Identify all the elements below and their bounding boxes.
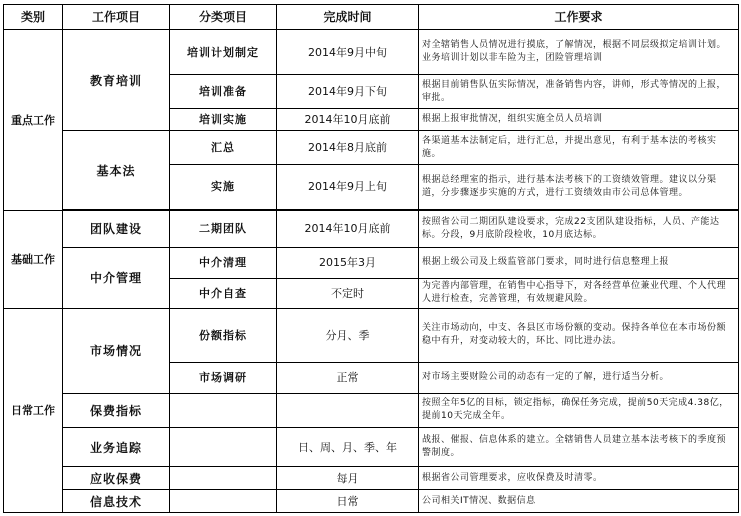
item-receivable: 应收保费 bbox=[63, 467, 170, 490]
header-sub-item: 分类项目 bbox=[170, 5, 277, 30]
item-education: 教育培训 bbox=[63, 29, 170, 131]
sub-item: 市场调研 bbox=[170, 362, 277, 393]
sub-item: 汇总 bbox=[170, 131, 277, 164]
table-row bbox=[4, 427, 739, 466]
requirement: 根据上报审批情况，组织实施全员人员培训 bbox=[419, 108, 739, 131]
item-premium: 保费指标 bbox=[63, 393, 170, 427]
finish-time: 日、周、月、季、年 bbox=[277, 427, 419, 466]
requirement: 按照省公司二期团队建设要求，完成22支团队建设指标，人员、产能达标。分段，9月底阶段检收，10月底达标。 bbox=[419, 211, 739, 247]
finish-time: 日常 bbox=[277, 490, 419, 513]
finish-time: 每月 bbox=[277, 467, 419, 490]
finish-time: 正常 bbox=[277, 362, 419, 393]
table-row bbox=[4, 29, 739, 75]
header-category: 类别 bbox=[4, 5, 63, 30]
category-key: 重点工作 bbox=[4, 29, 63, 210]
table-row bbox=[4, 211, 739, 247]
finish-time: 2014年10月底前 bbox=[277, 211, 419, 247]
table-row bbox=[4, 467, 739, 490]
finish-time: 2014年9月中旬 bbox=[277, 29, 419, 75]
header-row bbox=[4, 5, 739, 30]
category-daily: 日常工作 bbox=[4, 308, 63, 512]
requirement: 为完善内部管理，在销售中心指导下，对各经营单位兼业代理、个人代理人进行检查，完善管理，有效规避风险。 bbox=[419, 278, 739, 308]
sub-item: 培训计划制定 bbox=[170, 29, 277, 75]
header-requirement: 工作要求 bbox=[419, 5, 739, 30]
header-finish-time: 完成时间 bbox=[277, 5, 419, 30]
work-plan-table bbox=[3, 4, 739, 513]
sub-item: 二期团队 bbox=[170, 211, 277, 247]
item-it: 信息技术 bbox=[63, 490, 170, 513]
item-market: 市场情况 bbox=[63, 308, 170, 393]
table-row bbox=[4, 393, 739, 427]
requirement: 公司相关IT情况、数据信息 bbox=[419, 490, 739, 513]
sub-item: 中介自查 bbox=[170, 278, 277, 308]
table-row bbox=[4, 247, 739, 278]
requirement: 根据总经理室的指示，进行基本法考核下的工资绩效管理。建议以分渠道，分步骤逐步实施的方式，进行工资绩效由市公司总体管理。 bbox=[419, 164, 739, 210]
item-team: 团队建设 bbox=[63, 211, 170, 247]
requirement: 对全辖销售人员情况进行摸底，了解情况，根据不同层级拟定培训计划。业务培训计划以非车险为主，团险管理培训 bbox=[419, 29, 739, 75]
sub-item bbox=[170, 427, 277, 466]
finish-time: 2014年10月底前 bbox=[277, 108, 419, 131]
sub-item: 培训实施 bbox=[170, 108, 277, 131]
finish-time: 2014年9月下旬 bbox=[277, 75, 419, 108]
requirement: 根据上级公司及上级监管部门要求，同时进行信息整理上报 bbox=[419, 247, 739, 278]
category-basic: 基础工作 bbox=[4, 211, 63, 308]
table-row bbox=[4, 490, 739, 513]
requirement: 根据目前销售队伍实际情况，准备销售内容，讲师，形式等情况的上报，审批。 bbox=[419, 75, 739, 108]
header-work-item: 工作项目 bbox=[63, 5, 170, 30]
finish-time: 2014年9月上旬 bbox=[277, 164, 419, 210]
sub-item bbox=[170, 490, 277, 513]
requirement: 各渠道基本法制定后，进行汇总，并提出意见，有利于基本法的考核实施。 bbox=[419, 131, 739, 164]
sub-item bbox=[170, 467, 277, 490]
requirement: 关注市场动向，中支、各县区市场份额的变动。保持各单位在本市场份额稳中有升，对变动较大的，环比、同比进办法。 bbox=[419, 308, 739, 362]
requirement: 按照全年5亿的目标，锁定指标，确保任务完成，提前50天完成4.38亿，提前10天完成全年。 bbox=[419, 393, 739, 427]
sub-item: 中介清理 bbox=[170, 247, 277, 278]
requirement: 对市场主要财险公司的动态有一定的了解，进行适当分析。 bbox=[419, 362, 739, 393]
finish-time bbox=[277, 393, 419, 427]
finish-time: 分月、季 bbox=[277, 308, 419, 362]
finish-time: 不定时 bbox=[277, 278, 419, 308]
item-business: 业务追踪 bbox=[63, 427, 170, 466]
requirement: 根据省公司管理要求，应收保费及时清零。 bbox=[419, 467, 739, 490]
finish-time: 2014年8月底前 bbox=[277, 131, 419, 164]
sub-item: 实施 bbox=[170, 164, 277, 210]
sub-item: 份额指标 bbox=[170, 308, 277, 362]
sub-item: 培训准备 bbox=[170, 75, 277, 108]
requirement: 战报、催报、信息体系的建立。全辖销售人员建立基本法考核下的季度预警制度。 bbox=[419, 427, 739, 466]
sub-item bbox=[170, 393, 277, 427]
table-row bbox=[4, 131, 739, 164]
item-basic-law: 基本法 bbox=[63, 131, 170, 210]
finish-time: 2015年3月 bbox=[277, 247, 419, 278]
table-row bbox=[4, 308, 739, 362]
item-agency: 中介管理 bbox=[63, 247, 170, 308]
